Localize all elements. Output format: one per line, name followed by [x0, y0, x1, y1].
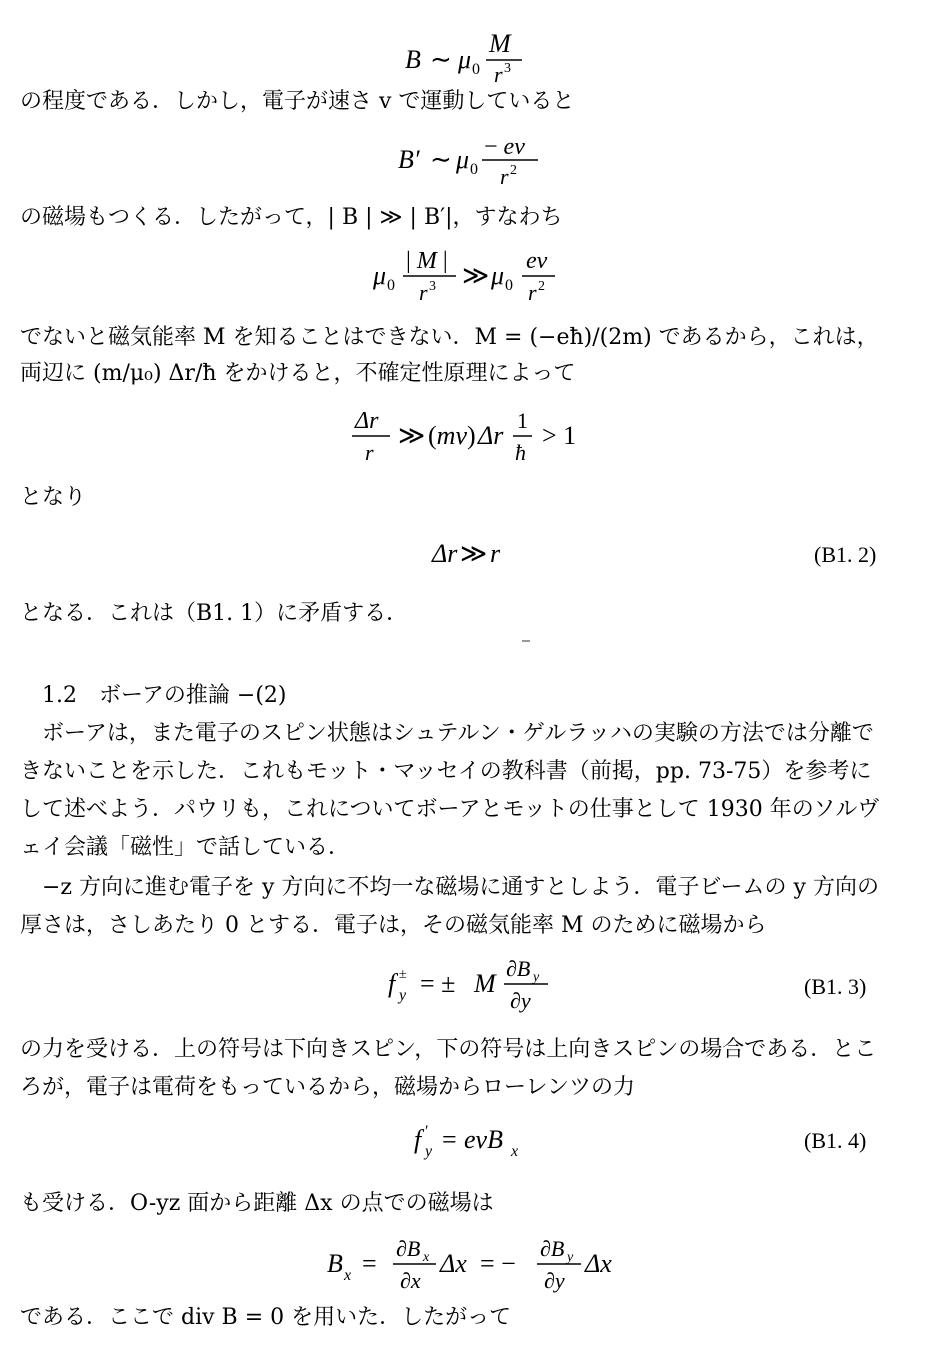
- eq4-mv: (mv): [428, 421, 476, 450]
- eq5-gg: ≫: [460, 539, 488, 568]
- equation-2-graphic: [0, 134, 939, 194]
- text-line-1: の程度である．しかし，電子が速さ v で運動していると: [20, 89, 575, 114]
- eq4-num-left: Δr: [355, 408, 379, 434]
- equation-1-graphic: [0, 22, 939, 82]
- eq1-sim: ∼: [430, 45, 452, 74]
- eq8-num1-sub: x: [423, 1250, 430, 1265]
- eq8-den2: ∂y: [544, 1268, 565, 1293]
- eq4-gt-one: > 1: [542, 421, 577, 450]
- equation-6-graphic: [0, 950, 939, 1014]
- eq8-num1: ∂B: [396, 1236, 421, 1261]
- eq2-mu: μ: [456, 145, 470, 174]
- text-line-6: となる．これは（B1. 1）に矛盾する．: [20, 601, 409, 626]
- eq3-num-left: | M |: [406, 248, 448, 274]
- eq4-den-left: r: [365, 440, 374, 465]
- equation-number-b13: (B1. 3): [804, 974, 867, 999]
- eq6-num: ∂B: [506, 956, 531, 981]
- eq8-dx2: Δx: [585, 1249, 612, 1278]
- equation-lorentz-force: [0, 1120, 939, 1167]
- paragraph-line-5: −z 方向に進む電子を y 方向に不均一な磁場に通すとしよう．電子ビームの y 方向の: [42, 875, 879, 900]
- eq4-delta-r: Δr: [478, 421, 504, 450]
- equation-7-graphic: [0, 1120, 939, 1160]
- paragraph-line-8: ろが，電子は電荷をもっているから，磁場からローレンツの力: [20, 1075, 636, 1100]
- paragraph-line-7: の力を受ける．上の符号は下向きスピン，下の符号は上向きスピンの場合である．とこ: [20, 1037, 877, 1062]
- eq8-den1: ∂x: [400, 1268, 421, 1293]
- eq8-dx1: Δx: [440, 1249, 467, 1278]
- eq1-den-exp: 3: [504, 61, 511, 76]
- eq4-one: 1: [517, 408, 528, 433]
- eq1-mu: μ: [458, 45, 472, 74]
- eq3-den-right-exp: 2: [538, 279, 545, 294]
- text-line-5: となり: [20, 485, 87, 510]
- equation-5-graphic: [0, 536, 939, 572]
- eq5-delta-r: Δr: [432, 539, 458, 568]
- eq6-num-sub: y: [533, 970, 540, 985]
- eq6-f: f: [388, 969, 396, 998]
- paragraph-line-10: である．ここで div B = 0 を用いた．したがって: [20, 1305, 512, 1330]
- eq7-y-sub: y: [425, 1143, 433, 1160]
- eq2-den-exp: 2: [510, 163, 517, 178]
- eq5-r: r: [490, 539, 501, 568]
- eq8-eq2: = −: [480, 1249, 516, 1278]
- eq8-num2-sub: y: [567, 1250, 574, 1265]
- eq6-y-sub: y: [399, 987, 407, 1004]
- eq7-x-sub: x: [511, 1143, 519, 1160]
- eq3-mu-right: μ: [491, 261, 505, 290]
- eq7-prime: ′: [425, 1123, 429, 1140]
- paragraph-line-4: ェイ会議「磁性」で話している．: [20, 835, 351, 860]
- eq8-Bx: B: [327, 1249, 343, 1278]
- eq1-num: M: [489, 29, 511, 58]
- equation-number-b14: (B1. 4): [804, 1128, 867, 1153]
- eq3-mu-right-sub: 0: [505, 277, 513, 294]
- eq3-gg: ≫: [462, 261, 490, 290]
- eq7-evB: evB: [464, 1125, 503, 1154]
- equation-inequality: [0, 246, 939, 313]
- equation-uncertainty: [0, 402, 939, 473]
- paragraph-line-6: 厚さは，さしあたり 0 とする．電子は，その磁気能率 M のために磁場から: [20, 913, 767, 938]
- equation-magnetic-dipole-field: [0, 22, 939, 89]
- eq1-den: r: [494, 62, 503, 82]
- eq7-f: f: [414, 1125, 422, 1154]
- scan-speck: [522, 640, 530, 642]
- equation-number-b12: (B1. 2): [814, 542, 877, 567]
- equation-delta-r: [0, 536, 939, 579]
- equation-bx-gradient: [0, 1228, 939, 1301]
- eq6-eq: = ±: [420, 969, 456, 998]
- text-line-4: 両辺に (m/μ₀) Δr/ħ をかけると，不確定性原理によって: [20, 361, 576, 386]
- eq3-den-left: r: [419, 280, 428, 305]
- paragraph-line-1: ボーアは，また電子のスピン状態はシュテルン・ゲルラッハの実験の方法では分離で: [42, 721, 874, 746]
- section-heading: 1.2 ボーアの推論 −(2): [42, 683, 287, 708]
- eq2-num: − ev: [484, 134, 525, 160]
- eq3-mu-left-sub: 0: [387, 277, 395, 294]
- eq3-den-left-exp: 3: [429, 279, 436, 294]
- text-line-3: でないと磁気能率 M を知ることはできない．M = (−eħ)/(2m) であるから，これは，: [20, 325, 879, 350]
- equation-force-magnetic-moment: [0, 950, 939, 1021]
- eq4-gg: ≫: [398, 421, 426, 450]
- equation-4-graphic: [0, 402, 939, 466]
- eq7-eq: =: [442, 1125, 457, 1154]
- eq6-M: M: [474, 969, 496, 998]
- equation-3-graphic: [0, 246, 939, 306]
- equation-moving-electron-field: [0, 134, 939, 201]
- eq1-mu-sub: 0: [472, 61, 480, 78]
- eq6-pm-sup: ±: [399, 967, 407, 982]
- eq2-sim: ∼: [430, 145, 452, 174]
- paragraph-line-2: きないことを示した．これもモット・マッセイの教科書（前掲，pp. 73-75）を参考に: [20, 759, 872, 784]
- eq3-num-right: ev: [526, 248, 548, 274]
- eq8-num2: ∂B: [540, 1236, 565, 1261]
- eq3-mu-left: μ: [373, 261, 387, 290]
- eq2-lhs: B′: [398, 145, 420, 174]
- paragraph-line-9: も受ける．O-yz 面から距離 Δx の点での磁場は: [20, 1191, 494, 1216]
- eq8-Bx-sub: x: [344, 1267, 352, 1284]
- eq2-mu-sub: 0: [470, 161, 478, 178]
- eq1-lhs: B: [405, 45, 421, 74]
- eq8-eq1: =: [362, 1249, 377, 1278]
- eq3-den-right: r: [528, 280, 537, 305]
- eq2-den: r: [500, 164, 509, 189]
- text-line-2: の磁場もつくる．したがって，| B | ≫ | B′|，すなわち: [20, 205, 563, 230]
- eq4-hbar: ħ: [515, 440, 526, 465]
- equation-8-graphic: [0, 1228, 939, 1294]
- eq6-den: ∂y: [510, 988, 531, 1013]
- paragraph-line-3: して述べよう．パウリも，これについてボーアとモットの仕事として 1930 年のソルヴ: [20, 797, 880, 822]
